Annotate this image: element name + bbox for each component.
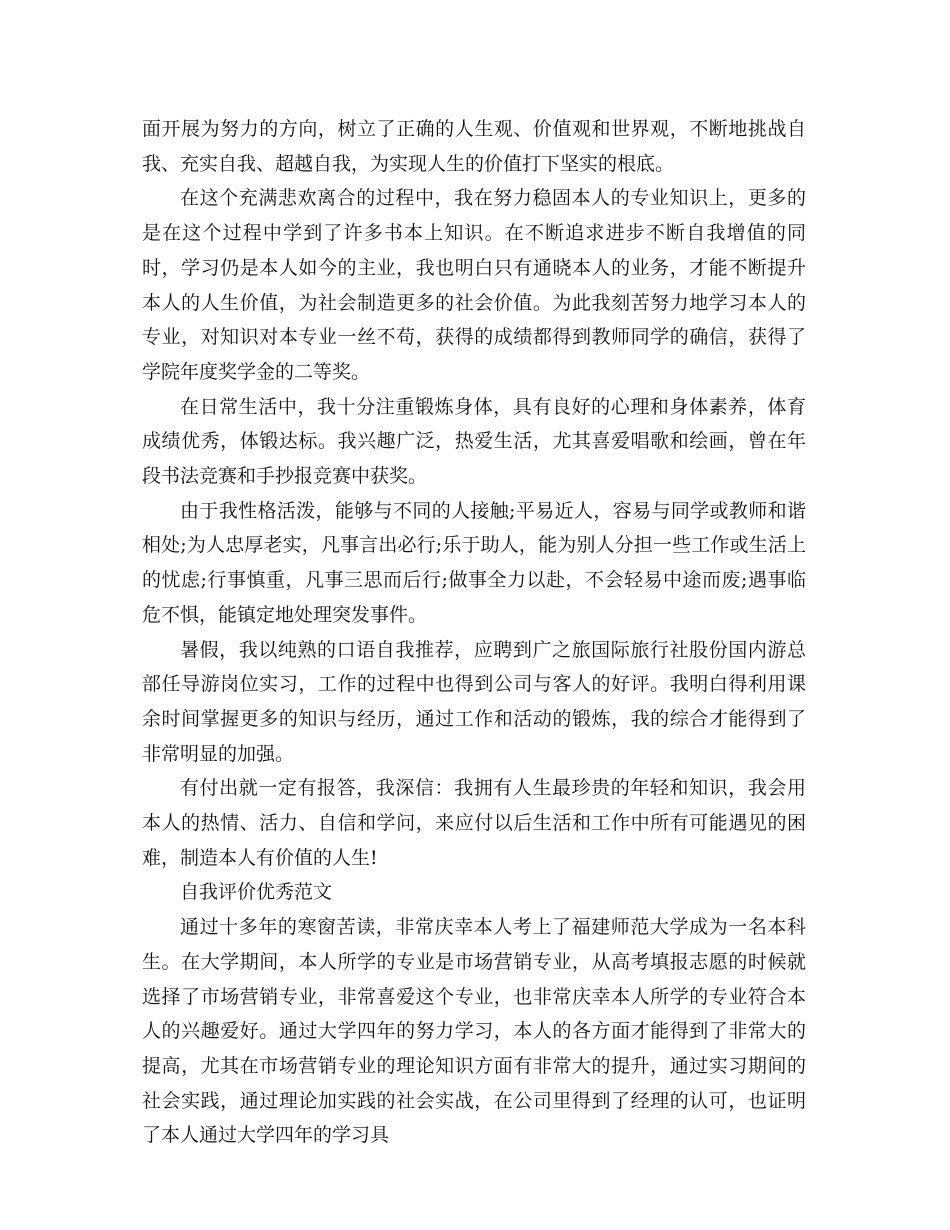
paragraph-internship: 暑假，我以纯熟的口语自我推荐，应聘到广之旅国际旅行社股份国内游总部任导游岗位实习，工作的过程中也得到公司与客人的好评。我明白得利用课余时间掌握更多的知识与经历，通过工作和活动的锻炼，我的综合才能得到了非常明显的加强。	[142, 638, 806, 765]
section-heading: 自我评价优秀范文	[180, 881, 333, 904]
paragraph-daily-life: 在日常生活中，我十分注重锻炼身体，具有良好的心理和身体素养，体育成绩优秀，体锻达标。我兴趣广泛，热爱生活，尤其喜爱唱歌和绘画，曾在年段书法竞赛和手抄报竞赛中获奖。	[142, 395, 806, 488]
paragraph-continuation: 面开展为努力的方向，树立了正确的人生观、价值观和世界观，不断地挑战自我、充实自我、超越自我，为实现人生的价值打下坚实的根底。	[142, 118, 806, 175]
paragraph-conclusion: 有付出就一定有报答，我深信：我拥有人生最珍贵的年轻和知识，我会用本人的热情、活力、自信和学问，来应付以后生活和工作中所有可能遇见的困难，制造本人有价值的人生!	[142, 777, 806, 869]
paragraph-sample-intro: 通过十多年的寒窗苦读，非常庆幸本人考上了福建师范大学成为一名本科生。在大学期间，本人所学的专业是市场营销专业，从高考填报志愿的时候就选择了市场营销专业，非常喜爱这个专业，也非常庆幸本人所学的专业符合本人的兴趣爱好。通过大学四年的努力学习，本人的各方面才能得到了非常大的提高，尤其在市场营销专业的理论知识方面有非常大的提升，通过实习期间的社会实践，通过理论加实践的社会实战，在公司里得到了经理的认可，也证明了本人通过大学四年的学习具	[142, 916, 806, 1147]
document-body	[142, 112, 806, 1153]
paragraph-personality: 由于我性格活泼，能够与不同的人接触;平易近人，容易与同学或教师和谐相处;为人忠厚老实，凡事言出必行;乐于助人，能为别人分担一些工作或生活上的忧虑;行事慎重，凡事三思而后行;做事全力以赴，不会轻易中途而废;遇事临危不惧，能镇定地处理突发事件。	[142, 499, 806, 626]
paragraph-study: 在这个充满悲欢离合的过程中，我在努力稳固本人的专业知识上，更多的是在这个过程中学到了许多书本上知识。在不断追求进步不断自我增值的同时，学习仍是本人如今的主业，我也明白只有通晓本人的业务，才能不断提升本人的人生价值，为社会制造更多的社会价值。为此我刻苦努力地学习本人的专业，对知识对本专业一丝不苟，获得的成绩都得到教师同学的确信，获得了学院年度奖学金的二等奖。	[142, 187, 806, 383]
